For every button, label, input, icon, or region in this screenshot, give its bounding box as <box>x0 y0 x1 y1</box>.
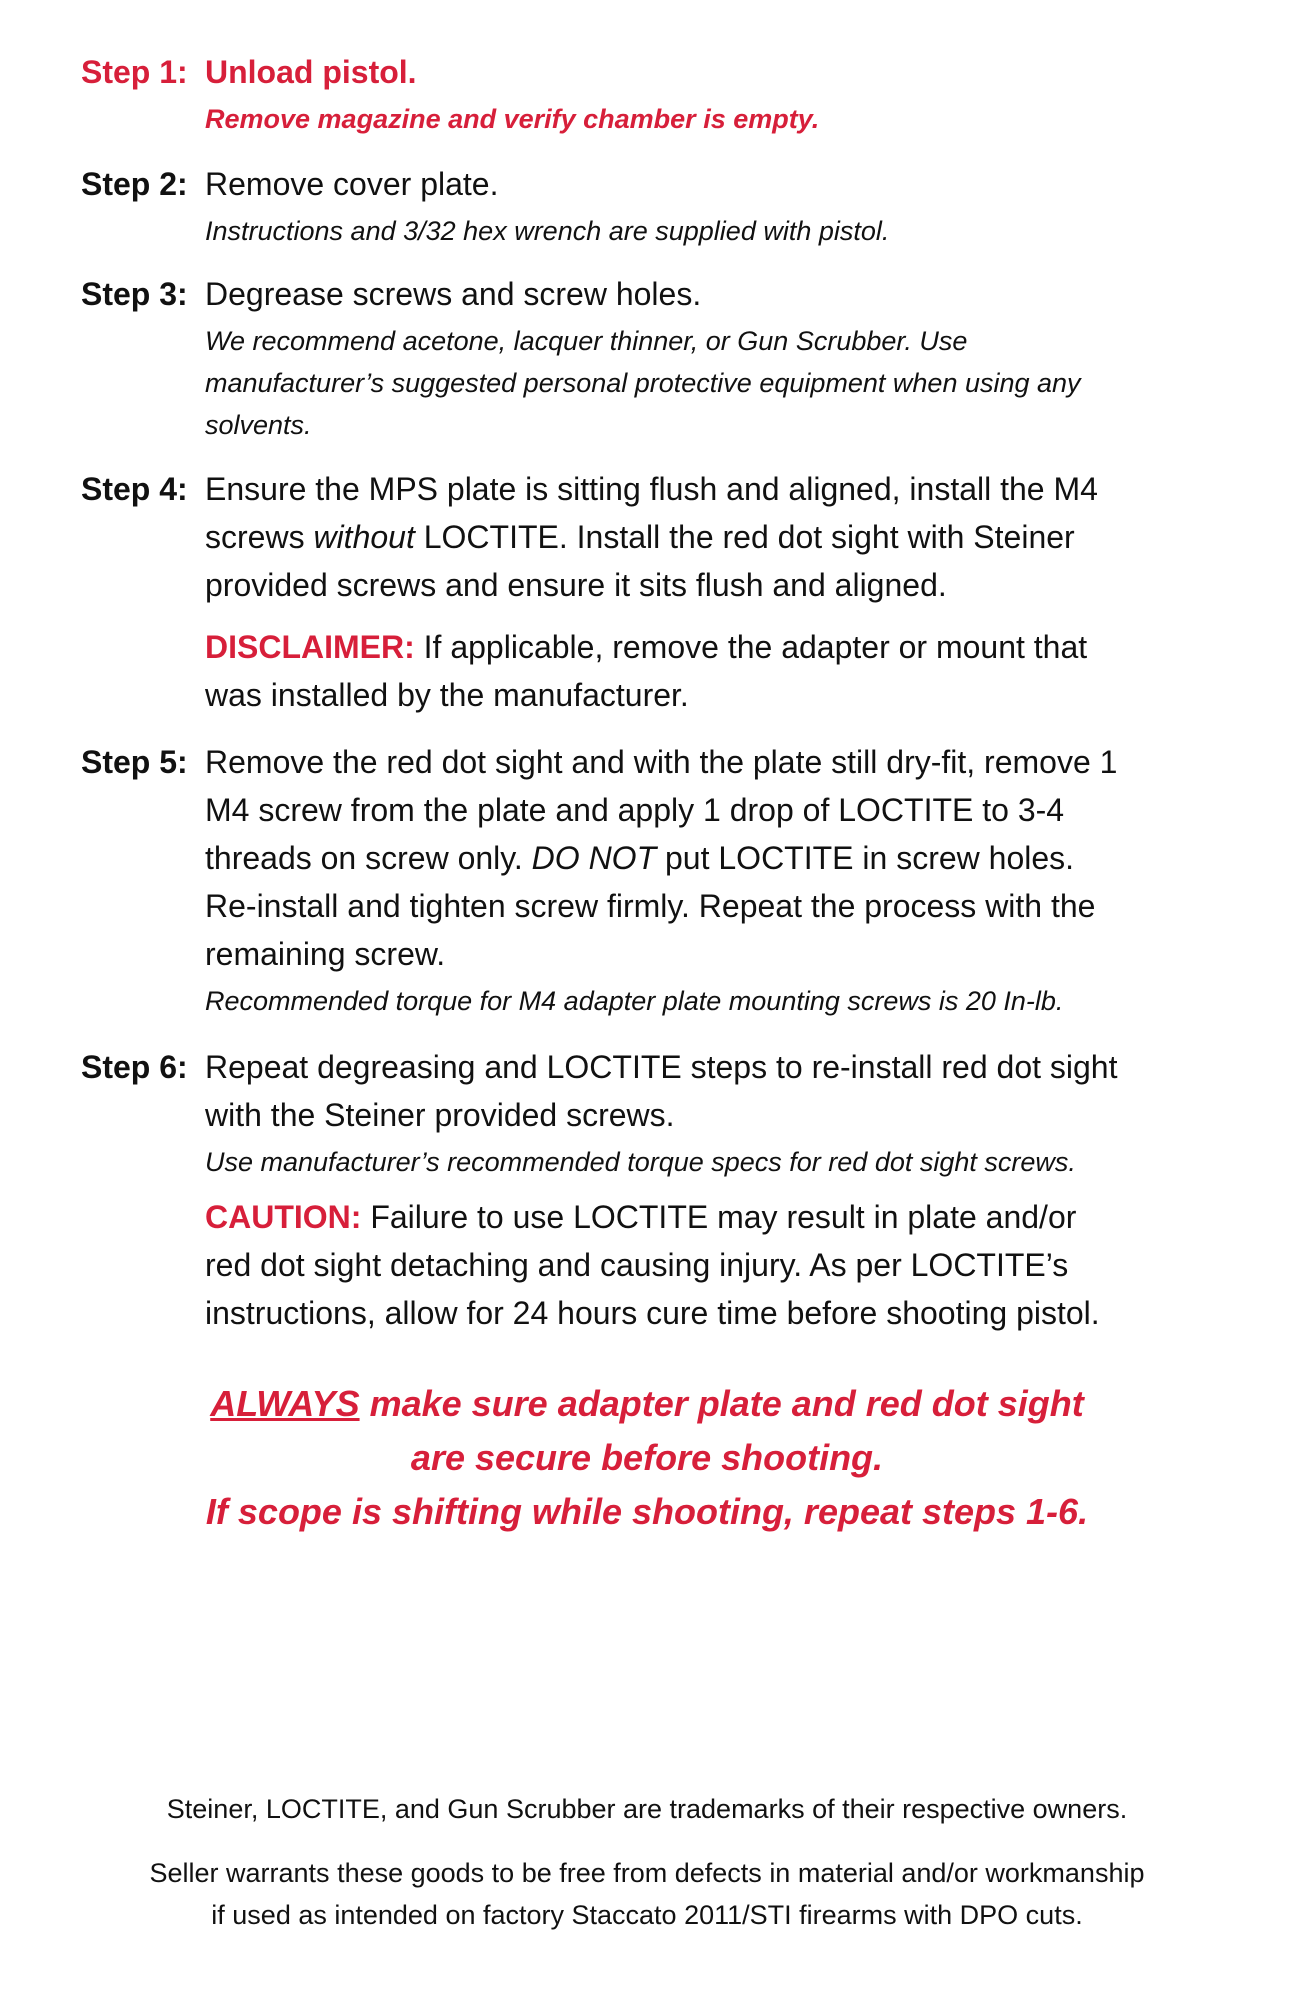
step-5-line-5: remaining screw. <box>205 936 446 972</box>
warranty-line-1: Seller warrants these goods to be free from defects in material and/or workmanship <box>149 1858 1145 1888</box>
safety-warning-line-3: If scope is shifting while shooting, repeat steps 1-6. <box>205 1491 1089 1532</box>
safety-warning-line-1: ALWAYS make sure adapter plate and red dot sight <box>210 1383 1084 1424</box>
step-4-line-2: screws without LOCTITE. Install the red dot sight with Steiner <box>205 519 1075 555</box>
caution-notice <box>205 1193 1225 1337</box>
step-6-line-2: with the Steiner provided screws. <box>205 1097 675 1133</box>
step-5-line-1: Remove the red dot sight and with the plate still dry-fit, remove 1 <box>205 744 1118 780</box>
trademark-notice: Steiner, LOCTITE, and Gun Scrubber are trademarks of their respective owners. <box>166 1794 1128 1824</box>
step-1-note: Remove magazine and verify chamber is empty. <box>205 104 820 134</box>
step-1-label: Step 1: <box>81 54 188 90</box>
caution-line-1: CAUTION: Failure to use LOCTITE may result in plate and/or <box>205 1199 1077 1235</box>
always-word: ALWAYS <box>210 1383 360 1424</box>
step-3-title: Degrease screws and screw holes. <box>205 276 702 312</box>
step-3-note-line-1: We recommend acetone, lacquer thinner, or Gun Scrubber. Use <box>205 326 968 356</box>
step-6-note: Use manufacturer’s recommended torque specs for red dot sight screws. <box>205 1147 1076 1177</box>
disclaimer-line-1: DISCLAIMER: If applicable, remove the adapter or mount that <box>205 629 1088 665</box>
step-4-line-3: provided screws and ensure it sits flush and aligned. <box>205 567 947 603</box>
step-6-label: Step 6: <box>81 1049 188 1085</box>
disclaimer-notice <box>205 623 1225 719</box>
safety-warning-line-2: are secure before shooting. <box>410 1437 884 1478</box>
step-4-line-1: Ensure the MPS plate is sitting flush and aligned, install the M4 <box>205 471 1098 507</box>
safety-warning <box>0 1377 1294 1539</box>
step-5-label: Step 5: <box>81 744 188 780</box>
disclaimer-label: DISCLAIMER: <box>205 629 415 665</box>
disclaimer-line-2: was installed by the manufacturer. <box>205 677 689 713</box>
caution-label: CAUTION: <box>205 1199 362 1235</box>
step-2-label: Step 2: <box>81 166 188 202</box>
step-4-label: Step 4: <box>81 471 188 507</box>
step-2-note: Instructions and 3/32 hex wrench are supplied with pistol. <box>205 216 890 246</box>
step-6-line-1: Repeat degreasing and LOCTITE steps to re-install red dot sight <box>205 1049 1118 1085</box>
step-3-label: Step 3: <box>81 276 188 312</box>
step-3-note-line-2: manufacturer’s suggested personal protective equipment when using any <box>205 368 1081 398</box>
step-5-line-3: threads on screw only. DO NOT put LOCTITE in screw holes. <box>205 840 1075 876</box>
step-5-line-2: M4 screw from the plate and apply 1 drop of LOCTITE to 3-4 <box>205 792 1065 828</box>
step-2-title: Remove cover plate. <box>205 166 499 202</box>
step-5-note: Recommended torque for M4 adapter plate mounting screws is 20 In-lb. <box>205 986 1064 1016</box>
caution-line-3: instructions, allow for 24 hours cure time before shooting pistol. <box>205 1295 1100 1331</box>
caution-line-2: red dot sight detaching and causing injury. As per LOCTITE’s <box>205 1247 1069 1283</box>
step-1-title: Unload pistol. <box>205 54 417 90</box>
step-5-line-4: Re-install and tighten screw firmly. Repeat the process with the <box>205 888 1096 924</box>
step-3-note-line-3: solvents. <box>205 410 312 440</box>
warranty-line-2: if used as intended on factory Staccato 2011/STI firearms with DPO cuts. <box>211 1900 1083 1930</box>
